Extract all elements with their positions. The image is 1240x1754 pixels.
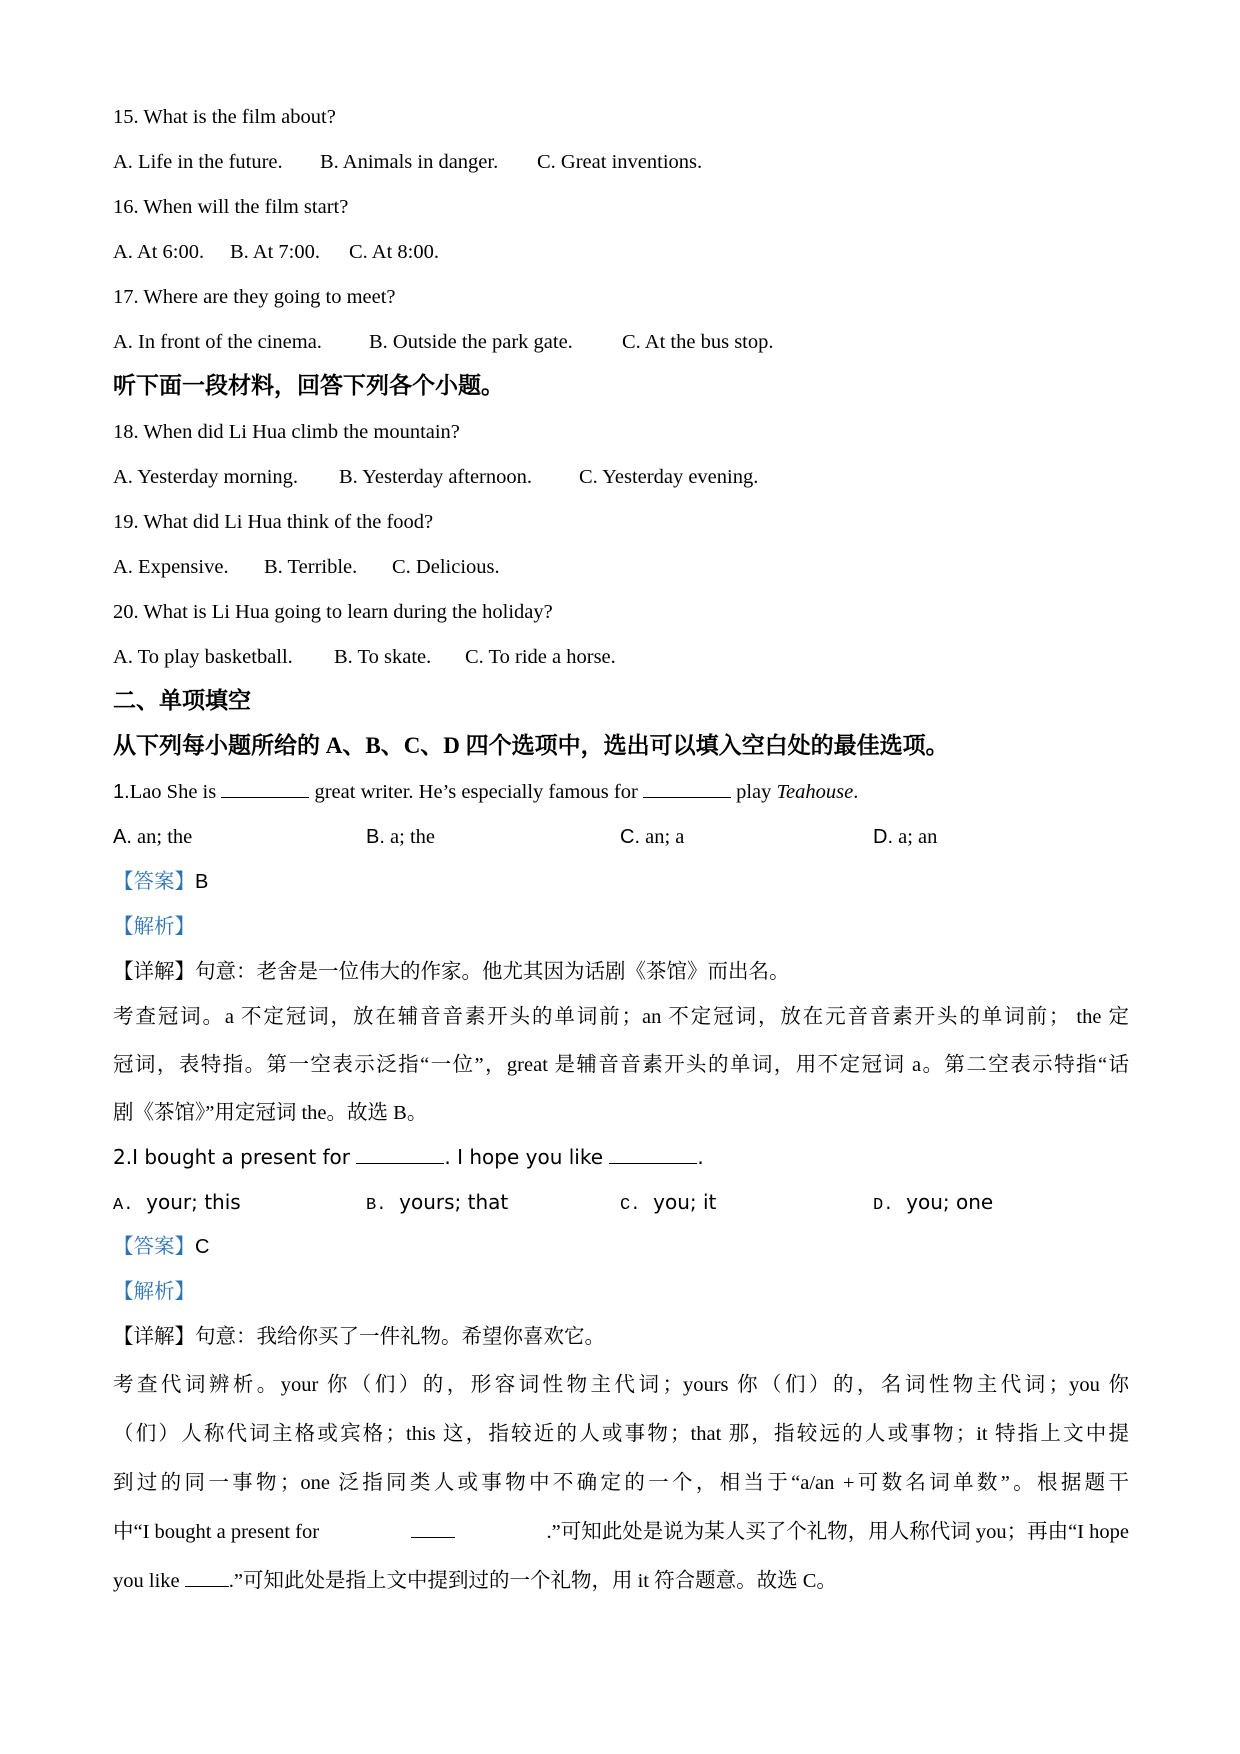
listening-instruction: 听下面一段材料，回答下列各个小题。 [113,373,504,398]
option-text: your; this [146,1190,241,1214]
option-d [873,1189,993,1219]
item-2-answer [113,1234,209,1260]
stem-part: play [736,781,772,803]
option-a [113,1189,241,1219]
option-text: you; one [906,1190,994,1214]
option-a: A. Life in the future. [113,151,283,173]
item-2-explanation-line: 考查代词辨析。your 你（们）的，形容词性物主代词；yours 你（们）的，名词性物主代词；you 你 [113,1374,1129,1396]
option-c: C. At 8:00. [349,241,439,263]
stem-part: 2.I bought a present for [113,1145,351,1169]
option-letter: D. [873,826,893,848]
option-a [113,824,192,850]
answer-blank [356,1145,444,1164]
play-title: Teahouse [776,781,854,803]
option-text: an; the [137,826,193,848]
option-b: B. Animals in danger. [320,151,499,173]
option-letter: B. [366,1196,387,1215]
item-1-answer [113,869,208,895]
item-number: 1. [113,781,130,803]
option-text: you; it [653,1190,717,1214]
answer-blank [185,1568,229,1587]
item-1-explanation-line: 剧《茶馆》”用定冠词 the。故选 B。 [113,1102,428,1124]
question-18-options [113,464,1129,490]
option-c: C. Great inventions. [537,151,703,173]
option-text: an; a [645,826,685,848]
option-text: a; the [390,826,435,848]
option-a: A. At 6:00. [113,241,205,263]
question-15: 15. What is the film about? [113,106,336,128]
answer-label: 【答案】 [113,871,195,893]
question-15-options [113,149,1129,175]
option-b: B. Outside the park gate. [369,331,573,353]
option-letter: B. [366,826,385,848]
item-2-options [113,1189,1129,1215]
answer-label: 【答案】 [113,1236,195,1258]
question-16-options [113,239,1129,265]
option-d [873,824,937,850]
item-2-stem [113,1144,704,1170]
option-b: B. Terrible. [264,556,358,578]
option-c: C. Delicious. [392,556,500,578]
option-letter: D. [873,1196,894,1215]
option-letter: C. [620,826,640,848]
option-c: C. At the bus stop. [622,331,774,353]
option-a: A. In front of the cinema. [113,331,322,353]
question-17: 17. Where are they going to meet? [113,286,396,308]
item-2-explanation-line: （们）人称代词主格或宾格；this 这，指较近的人或事物；that 那，指较远的人或事物；it 特指上文中提 [113,1423,1129,1445]
question-19-options [113,554,1129,580]
item-2-explanation-line [113,1519,1129,1545]
option-letter: A. [113,1196,134,1215]
question-20-options [113,644,1129,670]
question-17-options [113,329,1129,355]
stem-part: Lao She is [129,781,217,803]
question-19: 19. What did Li Hua think of the food? [113,511,434,533]
stem-part: . I hope you like [444,1145,604,1169]
option-b [366,1189,508,1219]
answer-value: C [195,1236,210,1258]
option-b [366,824,435,850]
item-1-explanation-line: 考查冠词。a 不定冠词，放在辅音音素开头的单词前；an 不定冠词，放在元音音素开头的单词前； the 定 [113,1006,1129,1028]
question-20: 20. What is Li Hua going to learn during the holiday? [113,601,553,623]
option-c: C. To ride a horse. [465,646,616,668]
explanation-part: .”可知此处是指上文中提到过的一个礼物，用 it 符合题意。故选 C。 [228,1570,837,1592]
item-1-stem [113,779,858,805]
item-1-analysis-label: 【解析】 [113,916,195,938]
option-a: A. Yesterday morning. [113,466,299,488]
stem-end: . [853,781,859,803]
question-16: 16. When will the film start? [113,196,349,218]
option-b: B. Yesterday afternoon. [339,466,533,488]
option-b: B. To skate. [334,646,432,668]
item-1-detail: 【详解】句意：老舍是一位伟大的作家。他尤其因为话剧《茶馆》而出名。 [113,961,790,983]
answer-blank [609,1145,697,1164]
option-text: yours; that [399,1190,509,1214]
option-a: A. To play basketball. [113,646,293,668]
option-c [620,1189,716,1219]
explanation-part: .”可知此处是说为某人买了个礼物，用人称代词 you；再由“I hope [546,1521,1129,1543]
option-c: C. Yesterday evening. [579,466,759,488]
section-instruction: 从下列每小题所给的 A、B、C、D 四个选项中，选出可以填入空白处的最佳选项。 [113,733,949,758]
item-1-options [113,824,1129,850]
item-2-explanation-line [113,1568,837,1594]
stem-part: great writer. He’s especially famous for [314,781,638,803]
answer-blank [643,779,731,798]
explanation-part: 中“I bought a present for [113,1521,320,1543]
section-title: 二、单项填空 [113,688,251,713]
answer-blank [411,1519,455,1538]
option-text: a; an [898,826,938,848]
item-2-explanation-line: 到过的同一事物；one 泛指同类人或事物中不确定的一个，相当于“a/an +可数名词单数”。根据题干 [113,1472,1129,1494]
option-letter: C. [620,1196,641,1215]
stem-end: . [697,1145,704,1169]
option-c [620,824,684,850]
question-18: 18. When did Li Hua climb the mountain? [113,421,460,443]
answer-value: B [195,871,209,893]
item-2-detail: 【详解】句意：我给你买了一件礼物。希望你喜欢它。 [113,1326,605,1348]
option-letter: A. [113,826,132,848]
option-b: B. At 7:00. [230,241,320,263]
answer-blank [221,779,309,798]
item-2-analysis-label: 【解析】 [113,1281,195,1303]
option-a: A. Expensive. [113,556,229,578]
explanation-part: you like [113,1570,180,1592]
item-1-explanation-line: 冠词，表特指。第一空表示泛指“一位”，great 是辅音音素开头的单词，用不定冠词 a。第二空表示特指“话 [113,1054,1129,1076]
